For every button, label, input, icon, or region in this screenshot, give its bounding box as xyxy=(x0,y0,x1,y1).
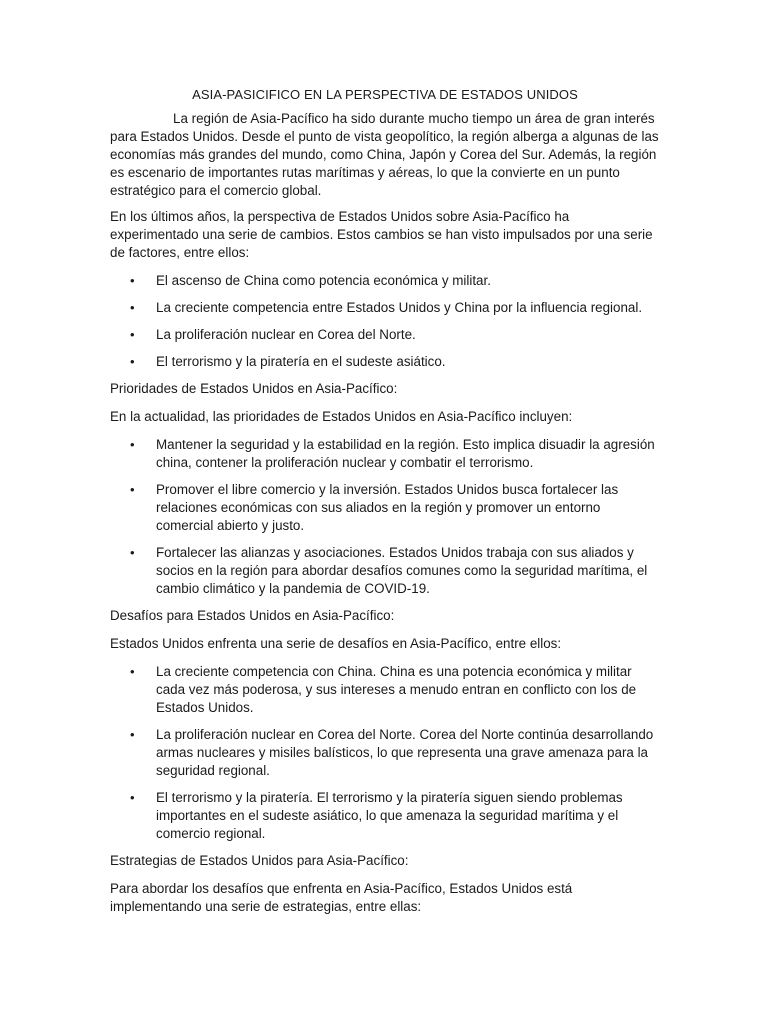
strategies-heading: Estrategias de Estados Unidos para Asia-Pacífico: xyxy=(110,853,409,868)
list-item-text: Promover el libre comercio y la inversión. Estados Unidos busca fortalecer las relaciones económicas con sus aliados en la región y promover un entorno comercial abierto y justo. xyxy=(156,482,619,533)
list-item-text: La proliferación nuclear en Corea del Norte. xyxy=(156,327,416,342)
list-item xyxy=(110,789,660,843)
bullet-icon: • xyxy=(130,300,135,315)
list-item xyxy=(110,726,660,780)
perspective-paragraph: En los últimos años, la perspectiva de Estados Unidos sobre Asia-Pacífico ha experimentado una serie de cambios. Estos cambios se han visto impulsados por una serie de factores, entre ellos: xyxy=(110,209,653,260)
challenges-intro: Estados Unidos enfrenta una serie de desafíos en Asia-Pacífico, entre ellos: xyxy=(110,636,562,651)
bullet-icon: • xyxy=(130,727,135,742)
challenges-list xyxy=(110,663,660,843)
list-item xyxy=(110,272,660,290)
document-page xyxy=(110,86,660,926)
bullet-icon: • xyxy=(130,273,135,288)
intro-paragraph: La región de Asia-Pacífico ha sido durante mucho tiempo un área de gran interés para Estados Unidos. Desde el punto de vista geopolítico, la región alberga a algunas de las economías más grandes del mundo, como China, Japón y Corea del Sur. Además, la región es escenario de importantes rutas marítimas y aéreas, lo que la convierte en un punto estratégico para el comercio global. xyxy=(110,111,659,198)
bullet-icon: • xyxy=(130,790,135,805)
list-item-text: La creciente competencia con China. China es una potencia económica y militar cada vez más poderosa, y sus intereses a menudo entran en conflicto con los de Estados Unidos. xyxy=(156,664,637,715)
list-item xyxy=(110,481,660,535)
bullet-icon: • xyxy=(130,354,135,369)
list-item xyxy=(110,326,660,344)
list-item xyxy=(110,299,660,317)
list-item xyxy=(110,663,660,717)
strategies-intro: Para abordar los desafíos que enfrenta en Asia-Pacífico, Estados Unidos está implementando una serie de estrategias, entre ellas: xyxy=(110,881,573,914)
bullet-icon: • xyxy=(130,327,135,342)
factors-list xyxy=(110,272,660,371)
bullet-icon: • xyxy=(130,437,135,452)
document-title: ASIA-PASICIFICO EN LA PERSPECTIVA DE ESTADOS UNIDOS xyxy=(192,87,578,102)
bullet-icon: • xyxy=(130,545,135,560)
challenges-heading: Desafíos para Estados Unidos en Asia-Pacífico: xyxy=(110,608,395,623)
bullet-icon: • xyxy=(130,664,135,679)
priorities-intro: En la actualidad, las prioridades de Estados Unidos en Asia-Pacífico incluyen: xyxy=(110,409,573,424)
list-item-text: El ascenso de China como potencia económica y militar. xyxy=(156,273,491,288)
list-item-text: El terrorismo y la piratería. El terrorismo y la piratería siguen siendo problemas importantes en el sudeste asiático, lo que amenaza la seguridad marítima y el comercio regional. xyxy=(156,790,623,841)
list-item-text: Mantener la seguridad y la estabilidad en la región. Esto implica disuadir la agresión china, contener la proliferación nuclear y combatir el terrorismo. xyxy=(156,437,655,470)
list-item-text: El terrorismo y la piratería en el sudeste asiático. xyxy=(156,354,446,369)
list-item-text: La creciente competencia entre Estados Unidos y China por la influencia regional. xyxy=(156,300,643,315)
list-item xyxy=(110,436,660,472)
bullet-icon: • xyxy=(130,482,135,497)
list-item xyxy=(110,353,660,371)
priorities-heading: Prioridades de Estados Unidos en Asia-Pacífico: xyxy=(110,381,398,396)
list-item xyxy=(110,544,660,598)
list-item-text: La proliferación nuclear en Corea del Norte. Corea del Norte continúa desarrollando armas nucleares y misiles balísticos, lo que representa una grave amenaza para la seguridad regional. xyxy=(156,727,654,778)
priorities-list xyxy=(110,436,660,598)
list-item-text: Fortalecer las alianzas y asociaciones. Estados Unidos trabaja con sus aliados y socios en la región para abordar desafíos comunes como la seguridad marítima, el cambio climático y la pandemia de COVID-19. xyxy=(156,545,648,596)
